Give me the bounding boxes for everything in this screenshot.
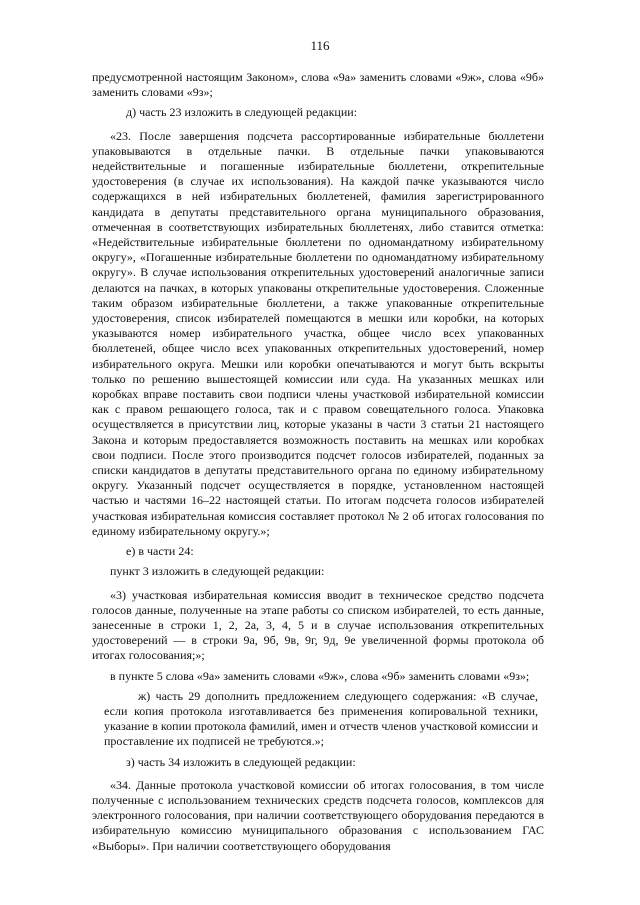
paragraph-part-34: «34. Данные протокола участковой комиссии об итогах голосования, в том числе полученные с использованием технических средств подсчета голосов, комплексов для электронного голосования, при наличии соответствующего оборудования передаются в избирательную комиссию муниципального образования с использованием ГАС «Выборы». При наличии соответствующего оборудования (92, 777, 544, 853)
document-body (92, 70, 544, 854)
paragraph-item-e: е) в части 24: (126, 544, 194, 559)
paragraph-point-3-text: «3) участковая избирательная комиссия вводит в техническое средство подсчета голосов данные, полученные на этапе работы со списком избирателей, то есть данные, занесенные в строки 1, 2, 2а, 3, 4, 5 и в случае использования открепительных удостоверений — в строки 9а, 9б, 9в, 9г, 9д, 9е увеличенной формы протокола об итогах голосования;»; (92, 587, 544, 663)
paragraph-point-3-intro: пункт 3 изложить в следующей редакции: (110, 564, 325, 579)
paragraph-point-5: в пункте 5 слова «9а» заменить словами «9ж», слова «9б» заменить словами «9з»; (110, 668, 530, 683)
paragraph-item-d: д) часть 23 изложить в следующей редакции: (126, 105, 358, 120)
paragraph-continuation: предусмотренной настоящим Законом», слова «9а» заменить словами «9ж», слова «9б» заменить словами «9з»; (92, 70, 544, 100)
paragraph-item-z: з) часть 34 изложить в следующей редакции: (126, 754, 356, 769)
paragraph-part-23: «23. После завершения подсчета рассортированные избирательные бюллетени упаковываются в отдельные пачки. В отдельные пачки упаковываются недействительные и погашенные избирательные бюллетени, открепительные удостоверения (в случае их использования). На каждой пачке указываются число содержащихся в ней избирательных бюллетеней, фамилия зарегистрированного кандидата в депутаты представительного органа муниципального образования, отмеченная в соответствующих избирательных бюллетенях, либо ставится отметка: «Недействительные избирательные бюллетени по одномандатному избирательному округу», «Погашенные избирательные бюллетени по одномандатному избирательному округу». В случае использования открепительных удостоверений аналогичные записи делаются на пачках, в которых упакованы открепительные удостоверения. Сложенные таким образом избирательные бюллетени, а также упакованные открепительные удостоверения, список избирателей помещаются в мешки или коробки, на которых указываются номер избирательного участка, общее число всех упакованных бюллетеней, общее число всех упакованных открепительных удостоверений, номер избирательного округа. Мешки или коробки опечатываются и могут быть вскрыты только по решению вышестоящей комиссии или суда. На указанных мешках или коробках вправе поставить свои подписи члены участковой избирательной комиссии как с правом решающего голоса, так и с правом совещательного голоса. Упаковка осуществляется в присутствии лиц, которые указаны в части 3 статьи 21 настоящего Закона и которым предоставляется возможность поставить на мешках или коробках свои подписи. После этого производится подсчет голосов избирателей, поданных за списки кандидатов в депутаты представительного органа по единому избирательному округу. Указанный подсчет осуществляется в порядке, установленном настоящей частью и частями 16–22 настоящей статьи. По итогам подсчета голосов избирателей участковая избирательная комиссия составляет протокол № 2 об итогах голосования по единому избирательному округу.»; (92, 128, 544, 538)
page-number: 116 (310, 38, 330, 53)
paragraph-item-zh: ж) часть 29 дополнить предложением следующего содержания: «В случае, если копия протокола изготавливается без применения копировальной техники, указание в копии протокола фамилий, имен и отчеств членов участковой комиссии и проставление их подписей не требуются.»; (104, 688, 538, 749)
